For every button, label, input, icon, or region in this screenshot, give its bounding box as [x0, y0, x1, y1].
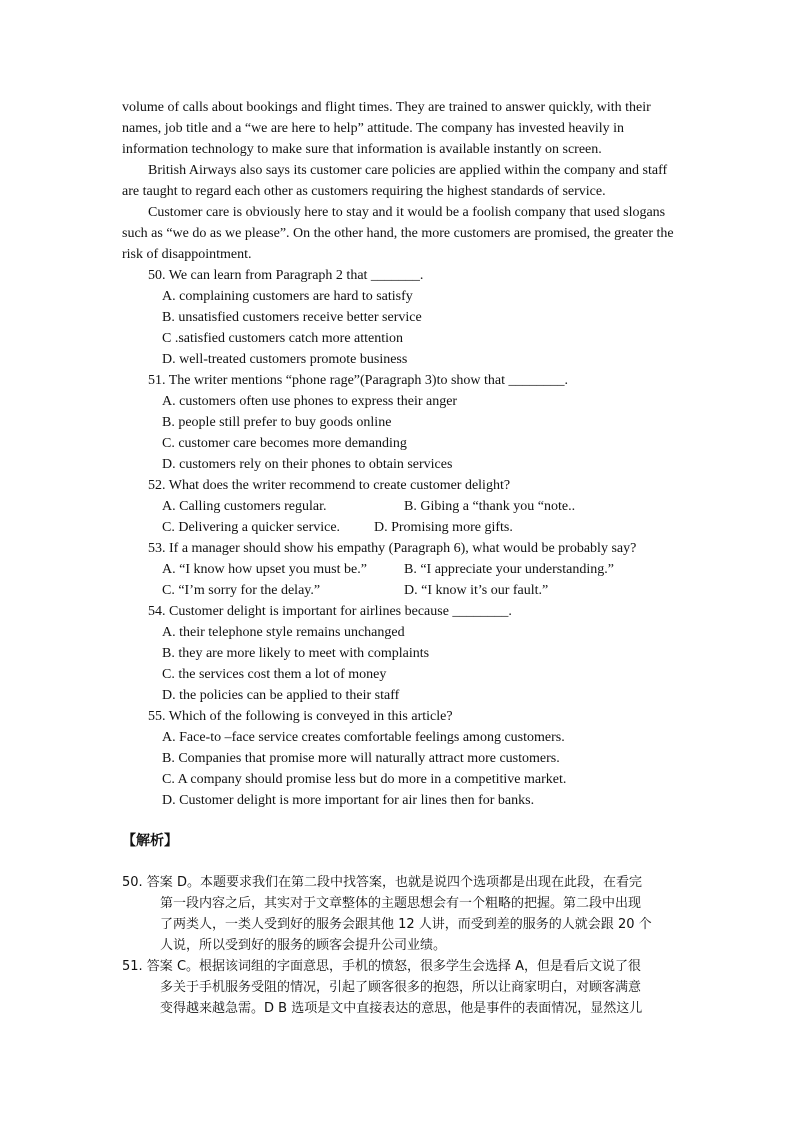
answer-option: D. Customer delight is more important for air lines then for banks.: [162, 793, 535, 808]
answer-option: A. customers often use phones to express their anger: [162, 394, 458, 409]
answer-option: B. Companies that promise more will naturally attract more customers.: [162, 751, 560, 766]
text-line: such as “we do as we please”. On the other hand, the more customers are promised, the greater the: [122, 226, 674, 241]
text-line: risk of disappointment.: [122, 247, 252, 262]
answer-option: C. Delivering a quicker service.: [162, 520, 341, 535]
answer-explanation: [122, 956, 682, 1019]
answer-option: A. their telephone style remains unchanged: [162, 625, 405, 640]
question-stem: 52. What does the writer recommend to create customer delight?: [148, 478, 511, 493]
text-line: 人说，所以受到好的服务的顾客会提升公司业绩。: [160, 938, 447, 953]
text-line: British Airways also says its customer care policies are applied within the company and staff: [148, 163, 668, 178]
text-line: volume of calls about bookings and flight times. They are trained to answer quickly, with their: [122, 100, 651, 115]
answer-option: C. the services cost them a lot of money: [162, 667, 387, 682]
answer-option: A. complaining customers are hard to satisfy: [162, 289, 413, 304]
answer-option: C. A company should promise less but do more in a competitive market.: [162, 772, 567, 787]
answer-explanation: [122, 872, 682, 956]
analysis-heading: 【解析】: [122, 833, 178, 849]
answer-option: B. people still prefer to buy goods online: [162, 415, 392, 430]
answer-option: D. “I know it’s our fault.”: [404, 583, 549, 598]
text-line: 50. 答案 D。本题要求我们在第二段中找答案，也就是说四个选项都是出现在此段，在看完: [122, 875, 642, 890]
answer-option: C. “I’m sorry for the delay.”: [162, 583, 321, 598]
text-line: 第一段内容之后，其实对于文章整体的主题思想会有一个粗略的把握。第二段中出现: [160, 896, 642, 911]
answer-option: B. they are more likely to meet with complaints: [162, 646, 430, 661]
passage-paragraph: [122, 202, 682, 265]
text-line: information technology to make sure that information is available instantly on screen.: [122, 142, 602, 157]
answer-option: B. “I appreciate your understanding.”: [404, 562, 614, 577]
answer-option: A. “I know how upset you must be.”: [162, 562, 367, 577]
answer-option: B. Gibing a “thank you “note..: [404, 499, 576, 514]
answer-option: A. Calling customers regular.: [162, 499, 327, 514]
answer-option: A. Face-to –face service creates comfortable feelings among customers.: [162, 730, 565, 745]
passage-paragraph: [122, 160, 682, 202]
text-line: 51. 答案 C。根据该词组的字面意思，手机的愤怒，很多学生会选择 A，但是看后文说了很: [122, 959, 642, 974]
answer-option: C .satisfied customers catch more attention: [162, 331, 404, 346]
answer-option: C. customer care becomes more demanding: [162, 436, 407, 451]
answer-option: B. unsatisfied customers receive better service: [162, 310, 422, 325]
text-line: 了两类人，一类人受到好的服务会跟其他 12 人讲，而受到差的服务的人就会跟 20 个: [160, 917, 652, 932]
answer-option: D. well-treated customers promote business: [162, 352, 408, 367]
answer-option: D. Promising more gifts.: [374, 520, 513, 535]
text-line: names, job title and a “we are here to help” attitude. The company has invested heavily in: [122, 121, 625, 136]
text-line: 多关于手机服务受阻的情况，引起了顾客很多的抱怨，所以让商家明白，对顾客满意: [160, 980, 642, 995]
text-line: 变得越来越急需。D B 选项是文中直接表达的意思，他是事件的表面情况，显然这儿: [160, 1001, 643, 1016]
answer-option: D. the policies can be applied to their staff: [162, 688, 400, 703]
question-stem: 55. Which of the following is conveyed in this article?: [148, 709, 453, 724]
question-stem: 50. We can learn from Paragraph 2 that _______.: [148, 268, 424, 283]
text-line: are taught to regard each other as customers requiring the highest standards of service.: [122, 184, 606, 199]
question-stem: 51. The writer mentions “phone rage”(Paragraph 3)to show that ________.: [148, 373, 569, 388]
text-line: Customer care is obviously here to stay and it would be a foolish company that used slogans: [148, 205, 666, 220]
passage-paragraph: [122, 97, 682, 160]
question-stem: 53. If a manager should show his empathy (Paragraph 6), what would be probably say?: [148, 541, 637, 556]
question-stem: 54. Customer delight is important for airlines because ________.: [148, 604, 512, 619]
answer-option: D. customers rely on their phones to obtain services: [162, 457, 453, 472]
